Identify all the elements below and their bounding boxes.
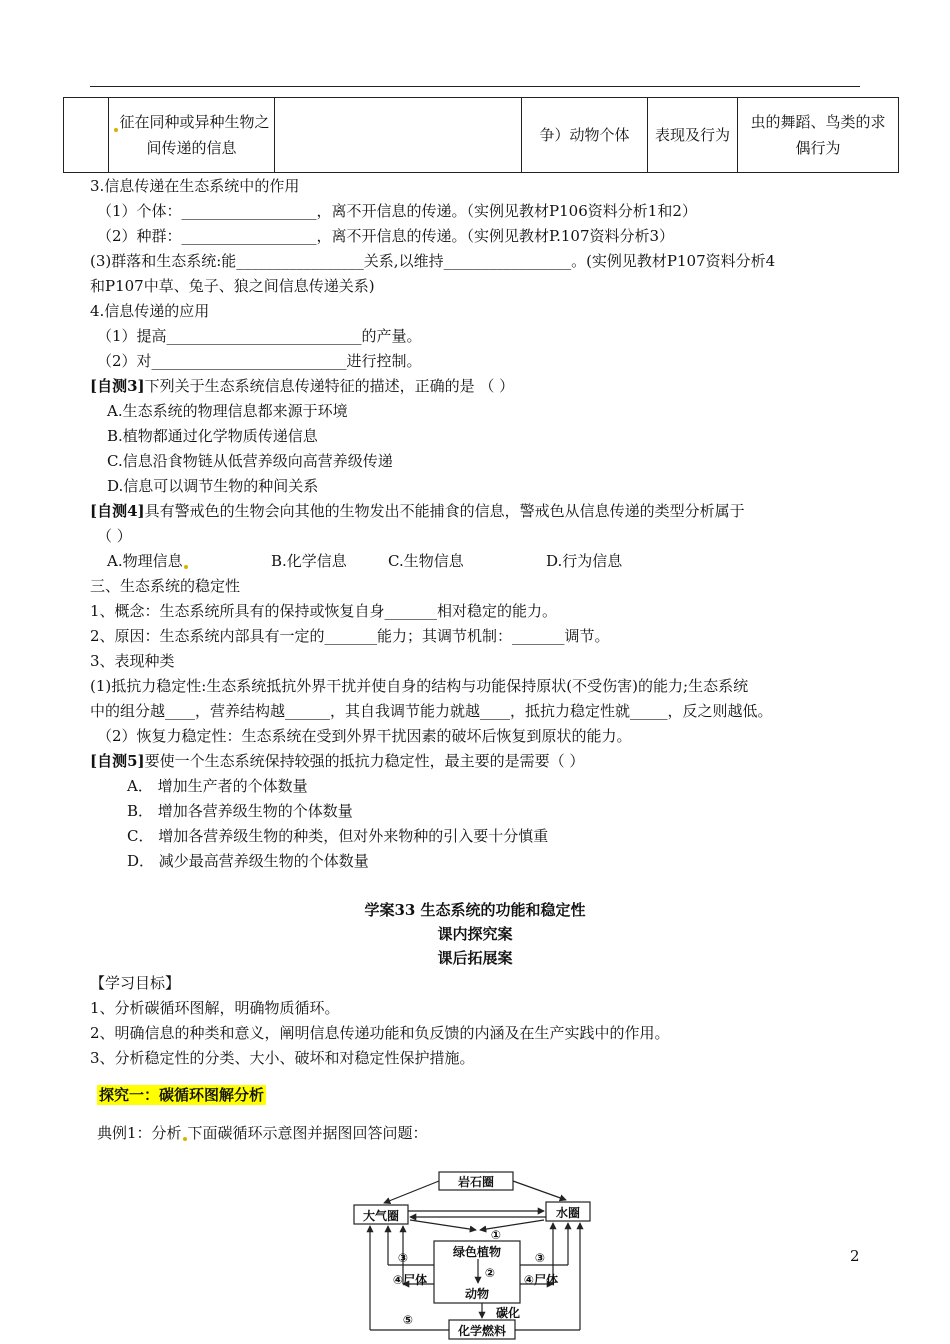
text-line: （2）恢复力稳定性：生态系统在受到外界干扰因素的破坏后恢复到原状的能力。 — [97, 727, 632, 745]
corpse-left-label: ④尸体 — [392, 1273, 428, 1287]
text-line: （2）种群：__________________，离不开信息的传递。（实例见教材P.107资料分析3） — [97, 227, 675, 245]
arrow-label-1: ① — [490, 1228, 502, 1242]
self-test-5 — [90, 750, 584, 772]
lesson-subtitle-2: 课后拓展案 — [437, 949, 513, 967]
arrow-label-5: ⑤ — [402, 1313, 414, 1327]
table-cell-subject: 争）动物个体 — [522, 98, 648, 173]
carbon-cycle-diagram — [340, 1162, 610, 1344]
hydrosphere-label: 水圈 — [555, 1206, 581, 1220]
text-line: （1）个体：__________________，离不开信息的传递。（实例见教材P106资料分析1和2） — [97, 202, 697, 220]
option-b: B． 增加各营养级生物的个体数量 — [127, 802, 353, 820]
text-line: 3、表现种类 — [90, 652, 175, 670]
option-a: A.生态系统的物理信息都来源于环境 — [107, 402, 348, 420]
text-line: (3)群落和生态系统:能_________________关系,以维持_________________。(实例见教材P107资料分析4 — [90, 252, 776, 270]
option-b: B.化学信息 — [271, 552, 347, 570]
self-test-4 — [90, 500, 745, 522]
option-c: C.生物信息 — [388, 552, 464, 570]
page-number: 2 — [850, 1247, 860, 1265]
info-type-table — [63, 97, 899, 173]
self-test-tag: [自测3] — [90, 377, 145, 395]
goal-item: 3、分析稳定性的分类、大小、破坏和对稳定性保护措施。 — [90, 1049, 475, 1067]
green-plants-label: 绿色植物 — [452, 1245, 502, 1259]
arrow-label-2: ② — [484, 1266, 496, 1280]
option-a: A． 增加生产者的个体数量 — [127, 777, 308, 795]
fossil-fuel-label: 化学燃料 — [457, 1324, 507, 1338]
section-heading: 三、生态系统的稳定性 — [90, 577, 241, 595]
explore-heading: 探究一：碳循环图解分析 — [99, 1086, 265, 1104]
section-heading: 3.信息传递在生态系统中的作用 — [90, 177, 300, 195]
arrow-label-3-right: ③ — [534, 1251, 546, 1265]
text-line: （1）提高__________________________的产量。 — [97, 327, 422, 345]
example-prompt: 典例1：分析 下面碳循环示意图并据图回答问题： — [97, 1124, 428, 1142]
table-cell-empty — [275, 98, 522, 173]
goal-item: 2、明确信息的种类和意义，阐明信息传递功能和负反馈的内涵及在生产实践中的作用。 — [90, 1024, 670, 1042]
question-text: 要使一个生态系统保持较强的抵抗力稳定性，最主要的是需要（ ） — [144, 752, 585, 770]
table-cell-desc: 征在同种或异种生物之间传递的信息 — [109, 98, 275, 173]
answer-paren: （ ） — [97, 527, 132, 545]
corpse-right-label: ④尸体 — [523, 1273, 559, 1287]
atmosphere-label: 大气圈 — [362, 1209, 400, 1223]
text-line: 2、原因：生态系统内部具有一定的_______能力；其调节机制：_______调节。 — [90, 627, 610, 645]
text-line: （2）对__________________________进行控制。 — [97, 352, 422, 370]
text-line: 和P107中草、兔子、狼之间信息传递关系) — [90, 277, 375, 295]
self-test-tag: [自测5] — [90, 752, 145, 770]
question-text: 具有警戒色的生物会向其他的生物发出不能捕食的信息，警戒色从信息传递的类型分析属于 — [144, 502, 745, 520]
option-c: C.信息沿食物链从低营养级向高营养级传递 — [107, 452, 393, 470]
option-d: D． 减少最高营养级生物的个体数量 — [127, 852, 369, 870]
option-c: C． 增加各营养级生物的种类，但对外来物种的引入要十分慎重 — [127, 827, 549, 845]
table-cell-empty — [64, 98, 109, 173]
text-line: (1)抵抗力稳定性:生态系统抵抗外界干扰并使自身的结构与功能保持原状(不受伤害)的能力;生态系统 — [90, 677, 749, 695]
self-test-3 — [90, 375, 514, 397]
question-text: 下列关于生态系统信息传递特征的描述，正确的是 （ ） — [144, 377, 515, 395]
text-line: 中的组分越____，营养结构越______，其自我调节能力就越____，抵抗力稳定性就_____，反之则越低。 — [90, 702, 773, 720]
section-heading: 4.信息传递的应用 — [90, 302, 210, 320]
lesson-subtitle: 课内探究案 — [437, 925, 513, 943]
table-cell-example: 虫的舞蹈、鸟类的求偶行为 — [738, 98, 899, 173]
animals-label: 动物 — [464, 1287, 490, 1301]
option-b: B.植物都通过化学物质传递信息 — [107, 427, 318, 445]
option-a: A.物理信息 — [107, 550, 189, 572]
table-cell-form: 表现及行为 — [648, 98, 738, 173]
text-line: 1、概念：生态系统所具有的保持或恢复自身_______相对稳定的能力。 — [90, 602, 558, 620]
self-test-tag: [自测4] — [90, 502, 145, 520]
option-d: D.行为信息 — [546, 552, 623, 570]
rock-sphere-label: 岩石圈 — [457, 1175, 495, 1189]
goals-heading: 【学习目标】 — [90, 974, 181, 992]
option-d: D.信息可以调节生物的种间关系 — [107, 477, 319, 495]
goal-item: 1、分析碳循环图解，明确物质循环。 — [90, 999, 340, 1017]
carbonization-label: 碳化 — [495, 1306, 521, 1320]
header-rule — [90, 86, 860, 87]
arrow-label-3-left: ③ — [397, 1251, 409, 1265]
lesson-title: 学案33 生态系统的功能和稳定性 — [364, 901, 586, 919]
